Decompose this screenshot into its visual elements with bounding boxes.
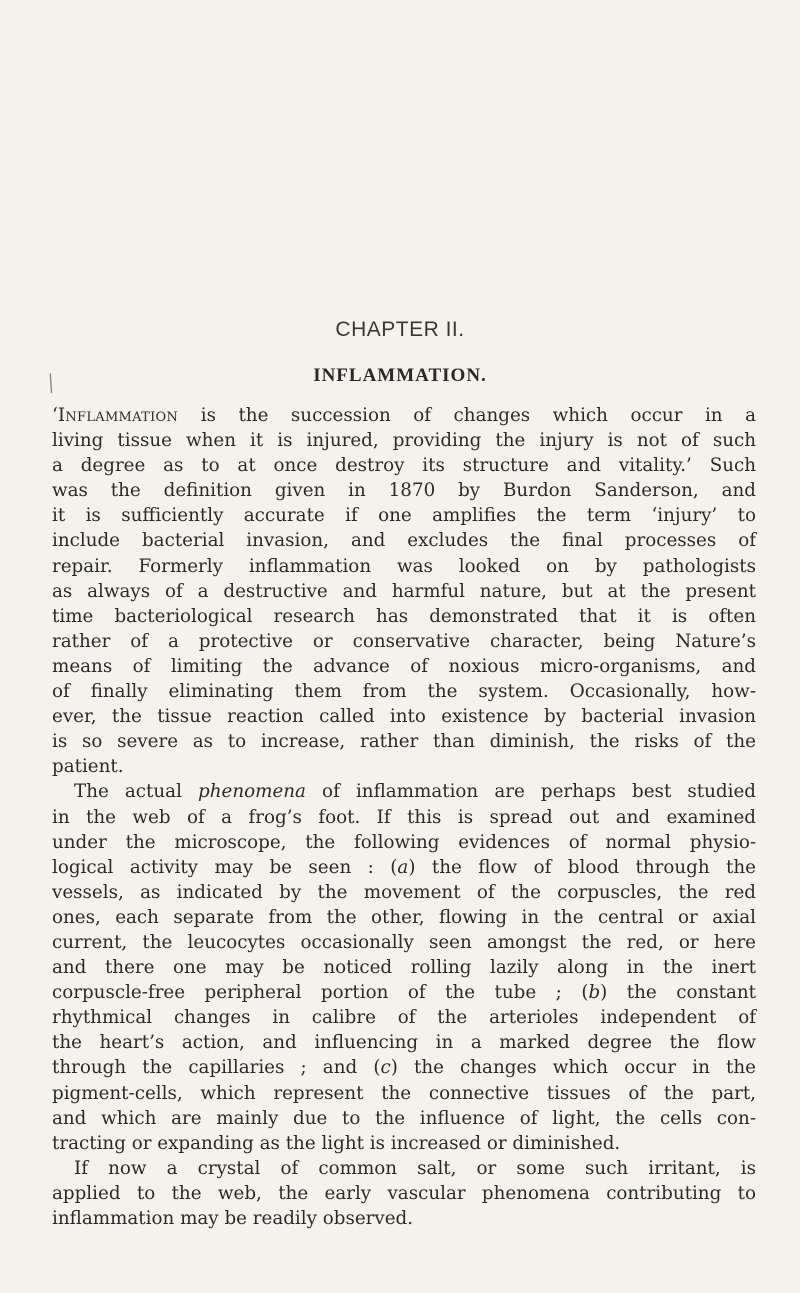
paragraph-line: pigment-cells, which represent the connective tissues of the part, <box>52 1082 756 1104</box>
paragraph-line: rhythmical changes in calibre of the arterioles independent of <box>52 1007 756 1029</box>
paragraph-line <box>52 855 756 880</box>
list-marker: c <box>380 1057 391 1079</box>
paragraph-line: was the definition given in 1870 by Burdon Sanderson, and <box>52 480 756 502</box>
paragraph-line <box>52 980 756 1005</box>
paragraph-line: means of limiting the advance of noxious micro-organisms, and <box>52 655 756 677</box>
line-text: ) the constant <box>600 982 756 1004</box>
paragraph-line: rather of a protective or conservative character, being Nature’s <box>52 630 756 652</box>
paragraph-line: the heart’s action, and influencing in a marked degree the flow <box>52 1032 756 1054</box>
line-text: ) the changes which occur in the <box>390 1057 756 1079</box>
paragraph-line: inflammation may be readily observed. <box>52 1208 414 1229</box>
paragraph-line: of finally eliminating them from the system. Occasionally, how- <box>52 681 756 703</box>
line-text: through the capillaries ; and ( <box>52 1057 381 1079</box>
paragraph-line <box>52 779 756 804</box>
paragraph-line: a degree as to at once destroy its structure and vitality.’ Such <box>52 455 756 477</box>
paragraph-line: is so severe as to increase, rather than diminish, the risks of the <box>52 731 756 753</box>
list-marker: b <box>588 982 601 1004</box>
paragraph-line <box>52 403 756 428</box>
paragraph-line: vessels, as indicated by the movement of the corpuscles, the red <box>52 881 756 903</box>
italic-word: phenomena <box>198 781 306 803</box>
paragraph-line: it is sufficiently accurate if one amplifies the term ‘injury’ to <box>52 505 756 527</box>
body-text <box>52 403 756 1231</box>
paragraph-line: tracting or expanding as the light is increased or diminished. <box>52 1132 621 1154</box>
paragraph-line: time bacteriological research has demonstrated that it is often <box>52 605 756 627</box>
line-text: is the succession of changes which occur in a <box>178 405 756 426</box>
paragraph-line: ever, the tissue reaction called into existence by bacterial invasion <box>52 706 756 728</box>
line-text: corpuscle-free peripheral portion of the tube ; ( <box>52 982 589 1004</box>
lead-word: Inflammation <box>57 405 179 426</box>
paragraph-line: and there one may be noticed rolling lazily along in the inert <box>52 957 756 979</box>
paragraph-line: in the web of a frog’s foot. If this is spread out and examined <box>52 806 756 828</box>
section-title: INFLAMMATION. <box>313 365 487 386</box>
chapter-heading: CHAPTER II. <box>335 318 465 341</box>
line-text: The actual <box>74 781 199 803</box>
paragraph-line: include bacterial invasion, and excludes the final processes of <box>52 530 756 552</box>
paragraph-line: applied to the web, the early vascular phenomena contributing to <box>52 1182 756 1204</box>
line-text: logical activity may be seen : ( <box>52 856 398 878</box>
paragraph-line: repair. Formerly inflammation was looked on by pathologists <box>52 555 756 577</box>
paragraph-line: and which are mainly due to the influence of light, the cells con- <box>52 1107 756 1129</box>
line-text: ) the flow of blood through the <box>408 856 756 878</box>
paragraph-line: If now a crystal of common salt, or some such irritant, is <box>74 1157 756 1179</box>
margin-pencil-mark: ⁄ <box>43 373 61 396</box>
paragraph-line: current, the leucocytes occasionally seen amongst the red, or here <box>52 931 756 953</box>
paragraph-line: under the microscope, the following evidences of normal physio- <box>52 831 756 853</box>
list-marker: a <box>397 856 409 878</box>
paragraph-line: ones, each separate from the other, flowing in the central or axial <box>52 906 756 928</box>
paragraph-line: as always of a destructive and harmful nature, but at the present <box>52 580 756 602</box>
paragraph-line <box>52 1055 756 1080</box>
paragraph-line: patient. <box>52 756 124 778</box>
paragraph-line: living tissue when it is injured, providing the injury is not of such <box>52 430 756 452</box>
line-text: of inflammation are perhaps best studied <box>305 781 756 803</box>
quote-mark: ‘ <box>52 405 58 426</box>
